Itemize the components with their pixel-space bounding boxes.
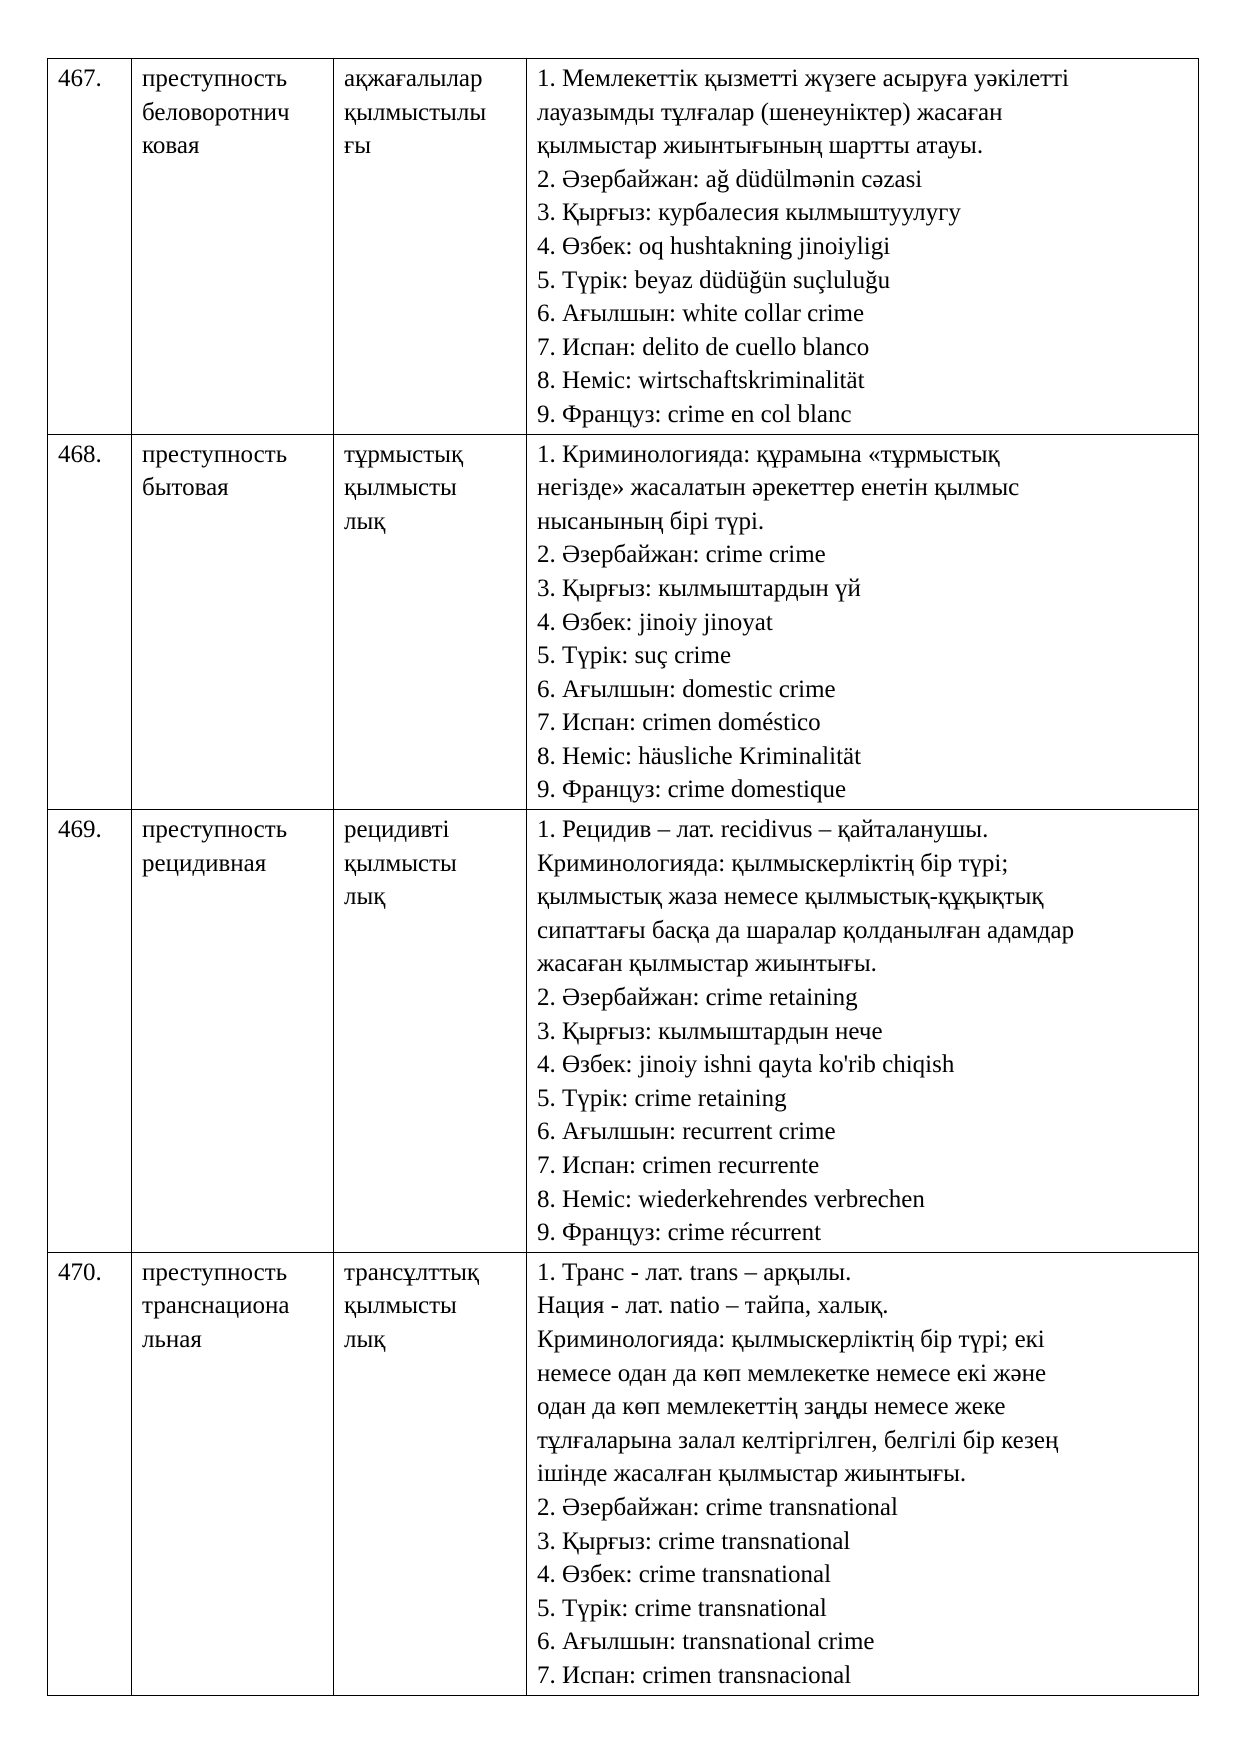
table-row [48, 810, 1199, 1253]
definition-line: негізде» жасалатын әрекеттер енетін қылмыс [537, 474, 1020, 502]
entry-number: 468. [48, 434, 132, 810]
definition-line: Криминологияда: қылмыскерліктің бір түрі; [537, 849, 1009, 877]
translation-azerbaijani: 2. Әзербайжан: crime crime [537, 541, 826, 569]
translation-kyrgyz: 3. Қырғыз: курбалесия кылмыштуулугу [537, 199, 961, 227]
definition-line: қылмыстар жиынтығының шартты атауы. [537, 132, 984, 160]
definition-line: немесе одан да көп мемлекетке немесе екі және [537, 1359, 1047, 1387]
russian-term: преступность транснациона льная [132, 1252, 334, 1695]
translation-uzbek: 4. Өзбек: jinoiy jinoyat [537, 608, 773, 636]
russian-term: преступность беловоротнич ковая [132, 59, 334, 435]
definition-line: қылмыстық жаза немесе қылмыстық-құқықтық [537, 883, 1044, 911]
definition-line: 1. Рецидив – лат. recidivus – қайталанушы. [537, 816, 989, 844]
translation-turkish: 5. Түрік: crime retaining [537, 1084, 787, 1112]
definition-cell [527, 434, 1199, 810]
table-row [48, 434, 1199, 810]
kazakh-term: тұрмыстық қылмысты лық [334, 434, 527, 810]
translation-azerbaijani: 2. Әзербайжан: ağ düdülmənin cəzasi [537, 165, 923, 193]
definition-line: 1. Мемлекеттік қызметті жүзеге асыруға уәкілетті [537, 65, 1069, 92]
translation-turkish: 5. Түрік: beyaz düdüğün suçluluğu [537, 266, 891, 294]
definition-cell [527, 59, 1199, 435]
translation-spanish: 7. Испан: crimen recurrente [537, 1152, 820, 1179]
translation-english: 6. Ағылшын: domestic crime [537, 675, 836, 703]
definition-line: одан да көп мемлекеттің заңды немесе жеке [537, 1393, 1006, 1421]
definition-line: 1. Транс - лат. trans – арқылы. [537, 1258, 852, 1286]
translation-english: 6. Ағылшын: transnational crime [537, 1628, 875, 1656]
dictionary-table [47, 58, 1199, 1696]
translation-turkish: 5. Түрік: crime transnational [537, 1594, 827, 1622]
translation-kyrgyz: 3. Қырғыз: crime transnational [537, 1527, 851, 1555]
entry-number: 469. [48, 810, 132, 1253]
translation-uzbek: 4. Өзбек: oq hushtakning jinoiyligi [537, 232, 891, 260]
translation-german: 8. Неміс: wirtschaftskriminalität [537, 367, 865, 395]
translation-german: 8. Неміс: häusliche Kriminalität [537, 742, 862, 770]
definition-line: Криминологияда: қылмыскерліктің бір түрі; екі [537, 1325, 1045, 1353]
translation-spanish: 7. Испан: delito de cuello blanco [537, 333, 870, 361]
table-row [48, 1252, 1199, 1695]
kazakh-term: трансұлттық қылмысты лық [334, 1252, 527, 1695]
translation-english: 6. Ағылшын: white collar crime [537, 300, 865, 328]
definition-line: ішінде жасалған қылмыстар жиынтығы. [537, 1460, 967, 1488]
translation-english: 6. Ағылшын: recurrent crime [537, 1118, 836, 1146]
translation-french: 9. Француз: crime récurrent [537, 1219, 822, 1247]
entry-number: 470. [48, 1252, 132, 1695]
translation-turkish: 5. Түрік: suç crime [537, 642, 732, 670]
definition-line: Нация - лат. natio – тайпа, халық. [537, 1292, 889, 1320]
kazakh-term: ақжағалылар қылмыстылы ғы [334, 59, 527, 435]
dictionary-table-body [48, 59, 1199, 1696]
translation-german: 8. Неміс: wiederkehrendes verbrechen [537, 1185, 925, 1213]
kazakh-term: рецидивті қылмысты лық [334, 810, 527, 1253]
translation-kyrgyz: 3. Қырғыз: кылмыштардын үй [537, 574, 861, 602]
russian-term: преступность рецидивная [132, 810, 334, 1253]
table-row [48, 59, 1199, 435]
definition-line: лауазымды тұлғалар (шенеуніктер) жасаған [537, 98, 1003, 126]
definition-line: сипаттағы басқа да шаралар қолданылған адамдар [537, 916, 1075, 944]
definition-line: тұлғаларына залал келтіргілген, белгілі бір кезең [537, 1426, 1059, 1454]
definition-line: нысанының бірі түрі. [537, 507, 765, 535]
translation-azerbaijani: 2. Әзербайжан: crime transnational [537, 1493, 898, 1521]
translation-uzbek: 4. Өзбек: crime transnational [537, 1561, 832, 1589]
entry-number: 467. [48, 59, 132, 435]
definition-cell [527, 1252, 1199, 1695]
definition-line: 1. Криминологияда: құрамына «тұрмыстық [537, 440, 1000, 468]
translation-spanish: 7. Испан: crimen transnacional [537, 1661, 852, 1689]
translation-azerbaijani: 2. Әзербайжан: crime retaining [537, 984, 858, 1012]
translation-uzbek: 4. Өзбек: jinoiy ishni qayta ko'rib chiqish [537, 1051, 955, 1079]
translation-spanish: 7. Испан: crimen doméstico [537, 709, 821, 737]
definition-cell [527, 810, 1199, 1253]
russian-term: преступность бытовая [132, 434, 334, 810]
translation-kyrgyz: 3. Қырғыз: кылмыштардын нече [537, 1017, 883, 1045]
translation-french: 9. Француз: crime domestique [537, 776, 847, 804]
translation-french: 9. Француз: crime en col blanc [537, 400, 852, 428]
definition-line: жасаған қылмыстар жиынтығы. [537, 950, 877, 978]
